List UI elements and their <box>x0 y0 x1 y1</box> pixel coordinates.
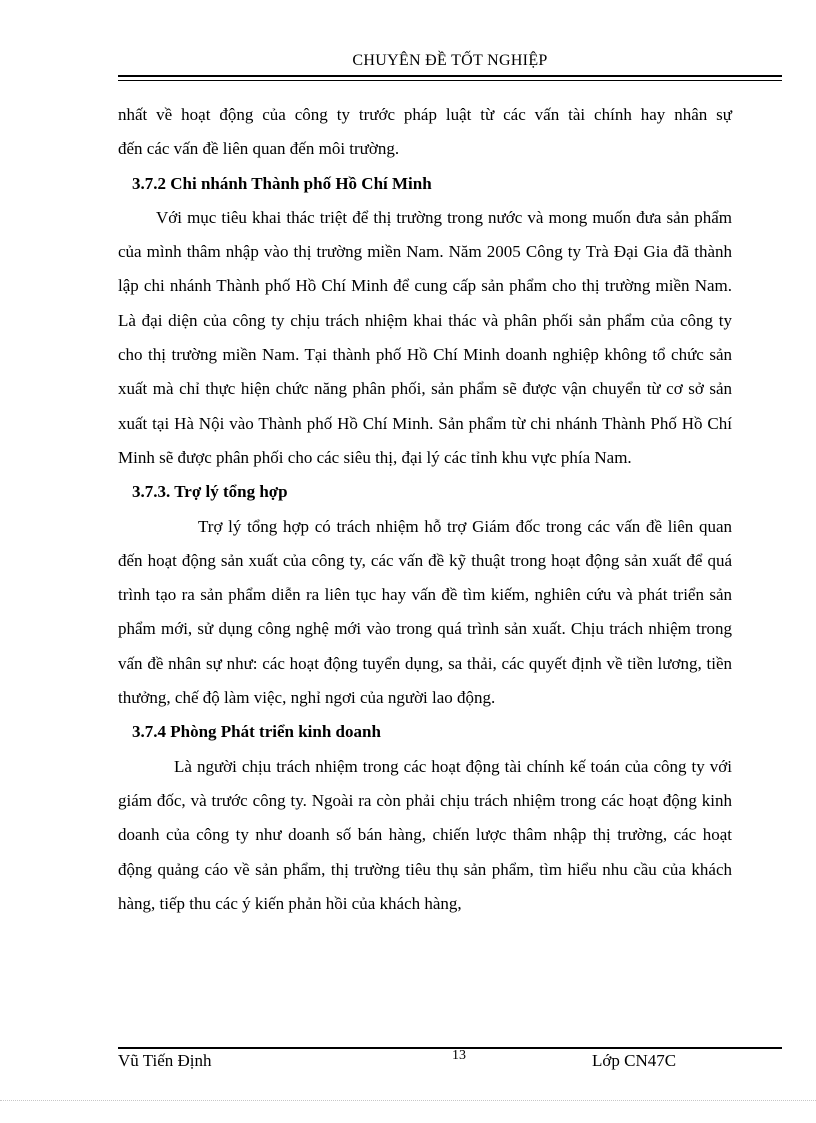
header-rule-thick <box>118 75 782 77</box>
section-heading-374: 3.7.4 Phòng Phát triển kinh doanh <box>132 722 381 742</box>
page-header-title: CHUYÊN ĐỀ TỐT NGHIỆP <box>352 52 548 69</box>
page-edge-divider <box>0 1100 816 1101</box>
footer-class: Lớp CN47C <box>592 1051 677 1070</box>
section-paragraph-372: Với mục tiêu khai thác triệt để thị trường trong nước và mong muốn đưa sản phẩm của mình thâm nhập vào thị trường miền Nam. Năm 2005 Công ty Trà Đại Gia đã thành lập chi nhánh Thành phố Hồ Chí Minh để cung cấp sản phẩm cho thị trường miền Nam. Là đại diện của công ty chịu trách nhiệm khai thác và phân phối sản phẩm của công ty cho thị trường miền Nam. Tại thành phố Hồ Chí Minh doanh nghiệp không tổ chức sản xuất mà chỉ thực hiện chức năng phân phối, sản phẩm sẽ được vận chuyển từ cơ sở sản xuất tại Hà Nội vào Thành phố Hồ Chí Minh. Sản phẩm từ chi nhánh Thành Phố Hồ Chí Minh sẽ được phân phối cho các siêu thị, đại lý các tỉnh khu vực phía Nam. <box>118 207 732 467</box>
section-heading-373: 3.7.3. Trợ lý tổng hợp <box>132 482 288 502</box>
section-paragraph-374: Là người chịu trách nhiệm trong các hoạt động tài chính kế toán của công ty với giám đốc, và trước công ty. Ngoài ra còn phải chịu trách nhiệm trong các hoạt động kinh doanh của công ty như doanh số bán hàng, chiến lược thâm nhập thị trường, các hoạt động quảng cáo về sản phẩm, thị trường tiêu thụ sản phẩm, tìm hiểu nhu cầu của khách hàng, tiếp thu các ý kiến phản hồi của khách hàng, <box>118 756 732 913</box>
intro-line-2: đến các vấn đề liên quan đến môi trường. <box>118 139 400 159</box>
document-body <box>118 98 732 921</box>
section-paragraph-373: Trợ lý tổng hợp có trách nhiệm hỗ trợ Giám đốc trong các vấn đề liên quan đến hoạt động sản xuất của công ty, các vấn đề kỹ thuật trong hoạt động sản xuất để quá trình tạo ra sản phẩm diễn ra liên tục hay vấn đề tìm kiếm, nghiên cứu và phát triển sản phẩm mới, sử dụng công nghệ mới vào trong quá trình sản xuất. Chịu trách nhiệm trong vấn đề nhân sự như: các hoạt động tuyển dụng, sa thải, các quyết định về tiền lương, tiền thưởng, chế độ làm việc, nghỉ ngơi của người lao động. <box>118 516 732 708</box>
intro-line-1: nhất về hoạt động của công ty trước pháp luật từ các vấn tài chính hay nhân sự <box>118 105 732 124</box>
footer-page-number: 13 <box>452 1048 466 1063</box>
header-rule-thin <box>118 80 782 81</box>
footer-author: Vũ Tiến Định <box>118 1051 212 1070</box>
section-heading-372: 3.7.2 Chi nhánh Thành phố Hồ Chí Minh <box>132 173 432 193</box>
